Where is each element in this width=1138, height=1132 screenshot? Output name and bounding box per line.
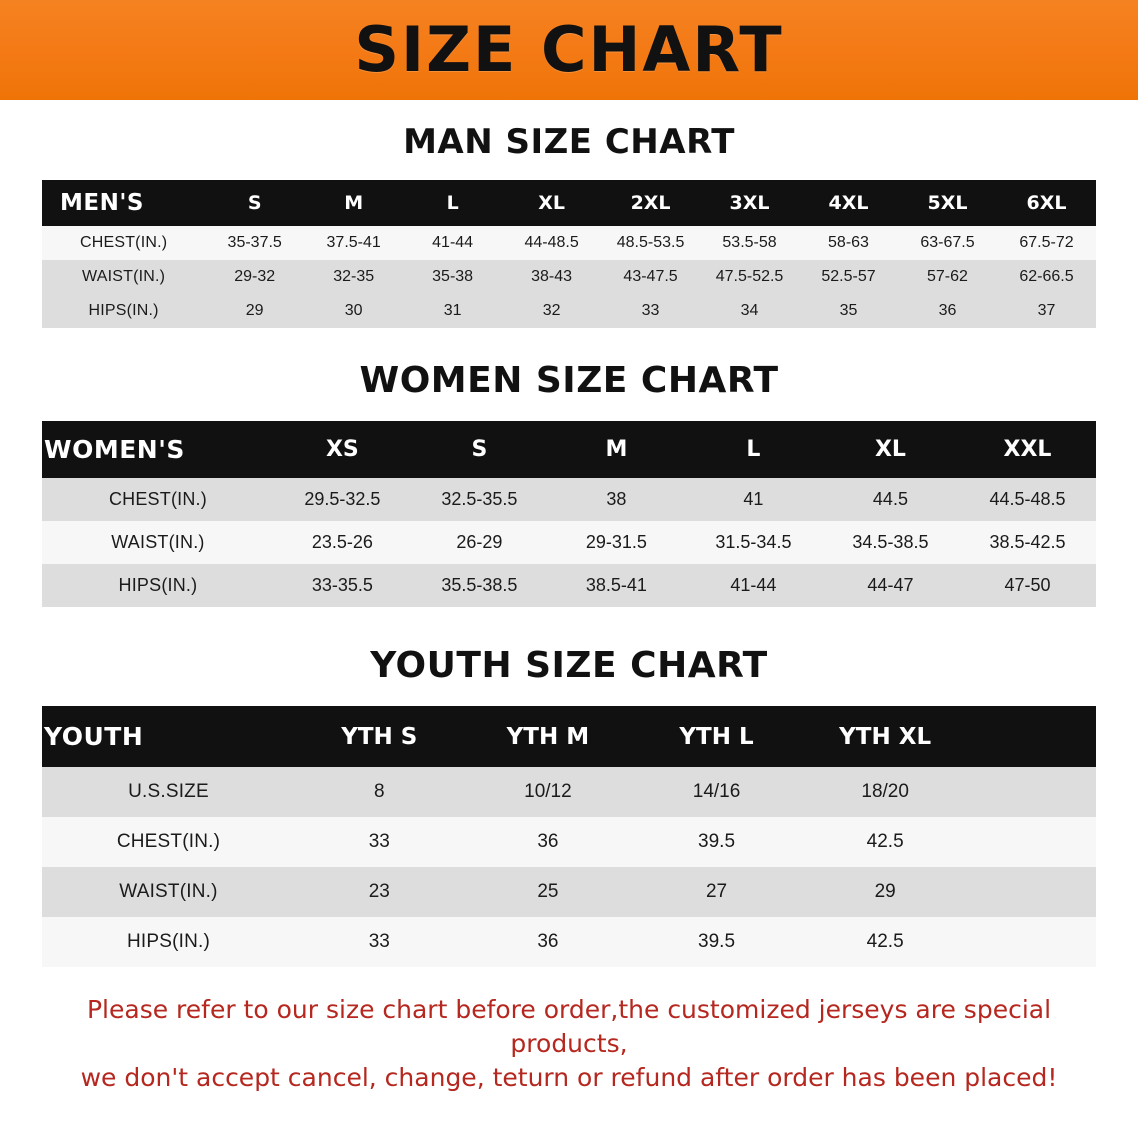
man-row-1-cell-7: 57-62 bbox=[898, 260, 997, 294]
youth-row-1-cell-0: 33 bbox=[295, 817, 464, 867]
man-header-cell-0: MEN'S bbox=[42, 180, 205, 226]
man-row-1-cell-2: 35-38 bbox=[403, 260, 502, 294]
youth-row-3-cell-0: 33 bbox=[295, 917, 464, 967]
man-row-2-cell-6: 35 bbox=[799, 294, 898, 328]
table-row bbox=[42, 767, 1096, 817]
women-row-0-cell-3: 41 bbox=[685, 478, 822, 521]
women-row-0-cell-4: 44.5 bbox=[822, 478, 959, 521]
table-row bbox=[42, 226, 1096, 260]
youth-header-cell-2: YTH M bbox=[464, 706, 633, 767]
women-row-1-cell-4: 34.5-38.5 bbox=[822, 521, 959, 564]
women-table-header bbox=[42, 421, 1096, 478]
youth-row-2-cell-1: 25 bbox=[464, 867, 633, 917]
man-header-cell-6: 3XL bbox=[700, 180, 799, 226]
man-table-body bbox=[42, 226, 1096, 328]
women-row-1-cell-2: 29-31.5 bbox=[548, 521, 685, 564]
man-row-1-cell-5: 47.5-52.5 bbox=[700, 260, 799, 294]
man-header-cell-8: 5XL bbox=[898, 180, 997, 226]
women-row-0-label: CHEST(IN.) bbox=[42, 478, 274, 521]
youth-row-3-cell-2: 39.5 bbox=[632, 917, 801, 967]
man-row-1-cell-4: 43-47.5 bbox=[601, 260, 700, 294]
man-row-1-cell-3: 38-43 bbox=[502, 260, 601, 294]
table-row bbox=[42, 294, 1096, 328]
table-row bbox=[42, 817, 1096, 867]
man-row-1-cell-1: 32-35 bbox=[304, 260, 403, 294]
table-row bbox=[42, 478, 1096, 521]
man-header-cell-1: S bbox=[205, 180, 304, 226]
youth-size-table bbox=[42, 706, 1096, 967]
man-row-2-cell-1: 30 bbox=[304, 294, 403, 328]
women-row-0-cell-1: 32.5-35.5 bbox=[411, 478, 548, 521]
man-row-2-label: HIPS(IN.) bbox=[42, 294, 205, 328]
man-row-1-cell-8: 62-66.5 bbox=[997, 260, 1096, 294]
women-row-1-cell-3: 31.5-34.5 bbox=[685, 521, 822, 564]
women-row-1-cell-5: 38.5-42.5 bbox=[959, 521, 1096, 564]
women-header-cell-5: XL bbox=[822, 421, 959, 478]
disclaimer-line-2: we don't accept cancel, change, teturn or refund after order has been placed! bbox=[80, 1062, 1058, 1092]
women-table-body bbox=[42, 478, 1096, 607]
table-row bbox=[42, 564, 1096, 607]
youth-table-wrap bbox=[42, 706, 1096, 967]
women-row-2-cell-4: 44-47 bbox=[822, 564, 959, 607]
table-row bbox=[42, 260, 1096, 294]
youth-row-1-cell-2: 39.5 bbox=[632, 817, 801, 867]
table-row bbox=[42, 867, 1096, 917]
man-table-header bbox=[42, 180, 1096, 226]
man-section-heading: MAN SIZE CHART bbox=[403, 122, 735, 162]
man-table-wrap bbox=[42, 180, 1096, 328]
women-header-cell-4: L bbox=[685, 421, 822, 478]
man-row-0-cell-5: 53.5-58 bbox=[700, 226, 799, 260]
youth-row-0-cell-2: 14/16 bbox=[632, 767, 801, 817]
women-row-1-cell-1: 26-29 bbox=[411, 521, 548, 564]
youth-header-cell-1: YTH S bbox=[295, 706, 464, 767]
youth-header-cell-3: YTH L bbox=[632, 706, 801, 767]
women-section-heading: WOMEN SIZE CHART bbox=[359, 360, 779, 401]
man-row-0-cell-8: 67.5-72 bbox=[997, 226, 1096, 260]
man-size-table bbox=[42, 180, 1096, 328]
disclaimer-note bbox=[40, 993, 1098, 1094]
women-row-2-cell-2: 38.5-41 bbox=[548, 564, 685, 607]
youth-row-3-spacer bbox=[969, 917, 1096, 967]
women-row-0-cell-2: 38 bbox=[548, 478, 685, 521]
youth-header-cell-0: YOUTH bbox=[42, 706, 295, 767]
youth-row-1-cell-3: 42.5 bbox=[801, 817, 970, 867]
women-header-cell-1: XS bbox=[274, 421, 411, 478]
youth-header-spacer bbox=[969, 706, 1096, 767]
women-row-2-cell-5: 47-50 bbox=[959, 564, 1096, 607]
man-row-2-cell-3: 32 bbox=[502, 294, 601, 328]
youth-row-0-label: U.S.SIZE bbox=[42, 767, 295, 817]
man-row-0-cell-6: 58-63 bbox=[799, 226, 898, 260]
man-header-cell-9: 6XL bbox=[997, 180, 1096, 226]
table-header-row bbox=[42, 180, 1096, 226]
youth-row-3-cell-3: 42.5 bbox=[801, 917, 970, 967]
women-row-0-cell-0: 29.5-32.5 bbox=[274, 478, 411, 521]
youth-row-2-spacer bbox=[969, 867, 1096, 917]
table-row bbox=[42, 521, 1096, 564]
man-row-0-cell-2: 41-44 bbox=[403, 226, 502, 260]
youth-row-3-label: HIPS(IN.) bbox=[42, 917, 295, 967]
man-row-2-cell-8: 37 bbox=[997, 294, 1096, 328]
man-row-1-cell-0: 29-32 bbox=[205, 260, 304, 294]
youth-row-2-cell-0: 23 bbox=[295, 867, 464, 917]
youth-row-2-cell-3: 29 bbox=[801, 867, 970, 917]
man-header-cell-7: 4XL bbox=[799, 180, 898, 226]
women-size-table bbox=[42, 421, 1096, 607]
women-row-0-cell-5: 44.5-48.5 bbox=[959, 478, 1096, 521]
man-row-1-cell-6: 52.5-57 bbox=[799, 260, 898, 294]
man-row-2-cell-4: 33 bbox=[601, 294, 700, 328]
man-header-cell-3: L bbox=[403, 180, 502, 226]
man-header-cell-5: 2XL bbox=[601, 180, 700, 226]
man-row-0-cell-3: 44-48.5 bbox=[502, 226, 601, 260]
table-row bbox=[42, 917, 1096, 967]
table-header-row bbox=[42, 421, 1096, 478]
man-row-2-cell-2: 31 bbox=[403, 294, 502, 328]
youth-section-heading: YOUTH SIZE CHART bbox=[370, 645, 768, 686]
youth-row-0-cell-1: 10/12 bbox=[464, 767, 633, 817]
table-header-row bbox=[42, 706, 1096, 767]
man-header-cell-2: M bbox=[304, 180, 403, 226]
women-header-cell-0: WOMEN'S bbox=[42, 421, 274, 478]
man-row-0-cell-1: 37.5-41 bbox=[304, 226, 403, 260]
man-row-2-cell-7: 36 bbox=[898, 294, 997, 328]
youth-row-2-label: WAIST(IN.) bbox=[42, 867, 295, 917]
youth-row-0-spacer bbox=[969, 767, 1096, 817]
youth-row-2-cell-2: 27 bbox=[632, 867, 801, 917]
women-row-1-cell-0: 23.5-26 bbox=[274, 521, 411, 564]
women-row-2-cell-1: 35.5-38.5 bbox=[411, 564, 548, 607]
man-row-0-label: CHEST(IN.) bbox=[42, 226, 205, 260]
women-row-1-label: WAIST(IN.) bbox=[42, 521, 274, 564]
youth-row-1-spacer bbox=[969, 817, 1096, 867]
banner bbox=[0, 0, 1138, 100]
youth-header-cell-4: YTH XL bbox=[801, 706, 970, 767]
women-header-cell-3: M bbox=[548, 421, 685, 478]
page-title: SIZE CHART bbox=[354, 13, 784, 86]
man-row-0-cell-0: 35-37.5 bbox=[205, 226, 304, 260]
youth-row-0-cell-0: 8 bbox=[295, 767, 464, 817]
youth-row-1-cell-1: 36 bbox=[464, 817, 633, 867]
disclaimer-line-1: Please refer to our size chart before order,the customized jerseys are special products, bbox=[86, 995, 1052, 1058]
youth-table-header bbox=[42, 706, 1096, 767]
man-row-0-cell-7: 63-67.5 bbox=[898, 226, 997, 260]
man-row-1-label: WAIST(IN.) bbox=[42, 260, 205, 294]
women-header-cell-2: S bbox=[411, 421, 548, 478]
youth-row-0-cell-3: 18/20 bbox=[801, 767, 970, 817]
man-row-2-cell-5: 34 bbox=[700, 294, 799, 328]
man-row-0-cell-4: 48.5-53.5 bbox=[601, 226, 700, 260]
women-header-cell-6: XXL bbox=[959, 421, 1096, 478]
man-row-2-cell-0: 29 bbox=[205, 294, 304, 328]
youth-row-1-label: CHEST(IN.) bbox=[42, 817, 295, 867]
women-table-wrap bbox=[42, 421, 1096, 607]
youth-table-body bbox=[42, 767, 1096, 967]
man-header-cell-4: XL bbox=[502, 180, 601, 226]
women-row-2-cell-3: 41-44 bbox=[685, 564, 822, 607]
youth-row-3-cell-1: 36 bbox=[464, 917, 633, 967]
women-row-2-label: HIPS(IN.) bbox=[42, 564, 274, 607]
women-row-2-cell-0: 33-35.5 bbox=[274, 564, 411, 607]
